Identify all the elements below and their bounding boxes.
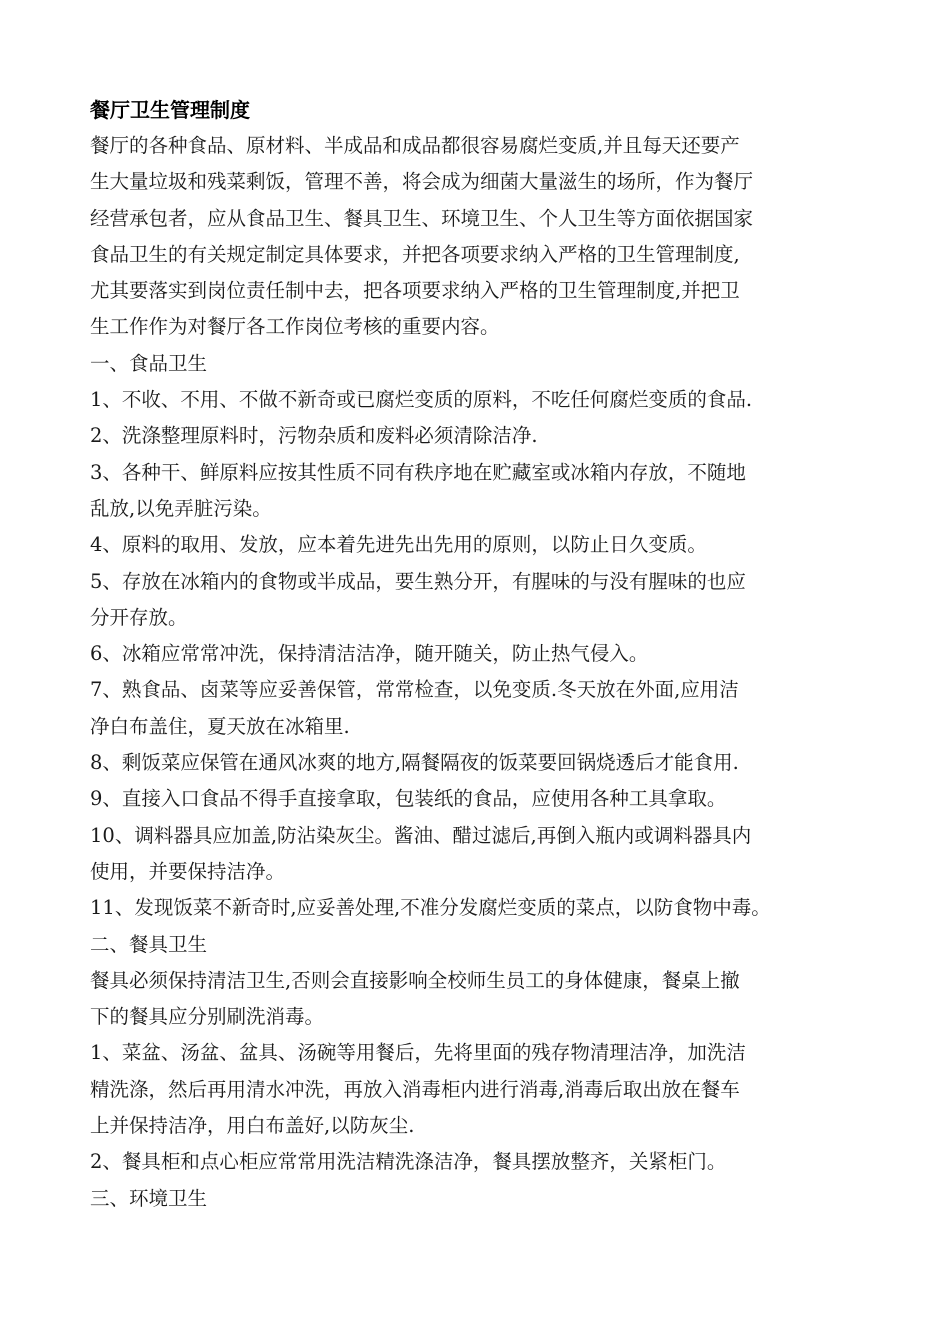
food-item-1: 1、不收、不用、不做不新奇或已腐烂变质的原料，不吃任何腐烂变质的食品. [90,388,753,412]
section-heading-food-hygiene: 一、食品卫生 [90,351,208,375]
tableware-item-1: 1、菜盆、汤盆、盆具、汤碗等用餐后，先将里面的残存物清理洁净，加洗洁 精洗涤，然后再用清水冲洗，再放入消毒柜内进行消毒,消毒后取出放在餐车 上并保持洁净，用白布盖好,以防灰尘. [90,1041,746,1138]
food-item-8: 8、剩饭菜应保管在通风冰爽的地方,隔餐隔夜的饭菜要回锅烧透后才能食用. [90,751,739,775]
food-item-2: 2、洗涤整理原料时，污物杂质和废料必须清除洁净. [90,424,538,448]
food-item-9: 9、直接入口食品不得手直接拿取，包装纸的食品，应使用各种工具拿取。 [90,787,727,811]
document-title: 餐厅卫生管理制度 [90,98,250,122]
food-item-4: 4、原料的取用、发放，应本着先进先出先用的原则，以防止日久变质。 [90,533,707,557]
section-heading-environment-hygiene: 三、环境卫生 [90,1186,208,1210]
intro-line: 经营承包者，应从食品卫生、餐具卫生、环境卫生、个人卫生等方面依据国家 [90,206,754,230]
tableware-item-2: 2、餐具柜和点心柜应常常用洗洁精洗涤洁净，餐具摆放整齐，关紧柜门。 [90,1150,727,1174]
intro-line: 生大量垃圾和残菜剩饭，管理不善，将会成为细菌大量滋生的场所，作为餐厅 [90,170,754,194]
intro-line: 餐厅的各种食品、原材料、半成品和成品都很容易腐烂变质,并且每天还要产 [90,134,740,157]
tableware-intro-paragraph: 餐具必须保持清洁卫生,否则会直接影响全校师生员工的身体健康，餐桌上撤 下的餐具应分别刷洗消毒。 [90,968,740,1029]
food-item-7: 7、熟食品、卤菜等应妥善保管，常常检查，以免变质.冬天放在外面,应用洁 净白布盖住，夏天放在冰箱里. [90,678,739,738]
food-item-10: 10、调料器具应加盖,防沾染灰尘。酱油、醋过滤后,再倒入瓶内或调料器具内 使用，并要保持洁净。 [90,823,752,883]
intro-paragraph [90,128,880,346]
document-page [90,92,880,1217]
food-item-6: 6、冰箱应常常冲洗，保持清洁洁净，随开随关，防止热气侵入。 [90,642,649,666]
food-item-3: 3、各种干、鲜原料应按其性质不同有秩序地在贮藏室或冰箱内存放，不随地 乱放,以免弄脏污染。 [90,460,746,520]
section-heading-tableware-hygiene: 二、餐具卫生 [90,932,208,956]
food-item-11: 11、发现饭菜不新奇时,应妥善处理,不准分发腐烂变质的菜点，以防食物中毒。 [90,896,771,920]
intro-line: 生工作作为对餐厅各工作岗位考核的重要内容。 [90,315,500,339]
intro-line: 尤其要落实到岗位责任制中去，把各项要求纳入严格的卫生管理制度,并把卫 [90,279,740,303]
intro-line: 食品卫生的有关规定制定具体要求，并把各项要求纳入严格的卫生管理制度, [90,242,740,266]
food-item-5: 5、存放在冰箱内的食物或半成品，要生熟分开，有腥味的与没有腥味的也应 分开存放。 [90,569,746,629]
